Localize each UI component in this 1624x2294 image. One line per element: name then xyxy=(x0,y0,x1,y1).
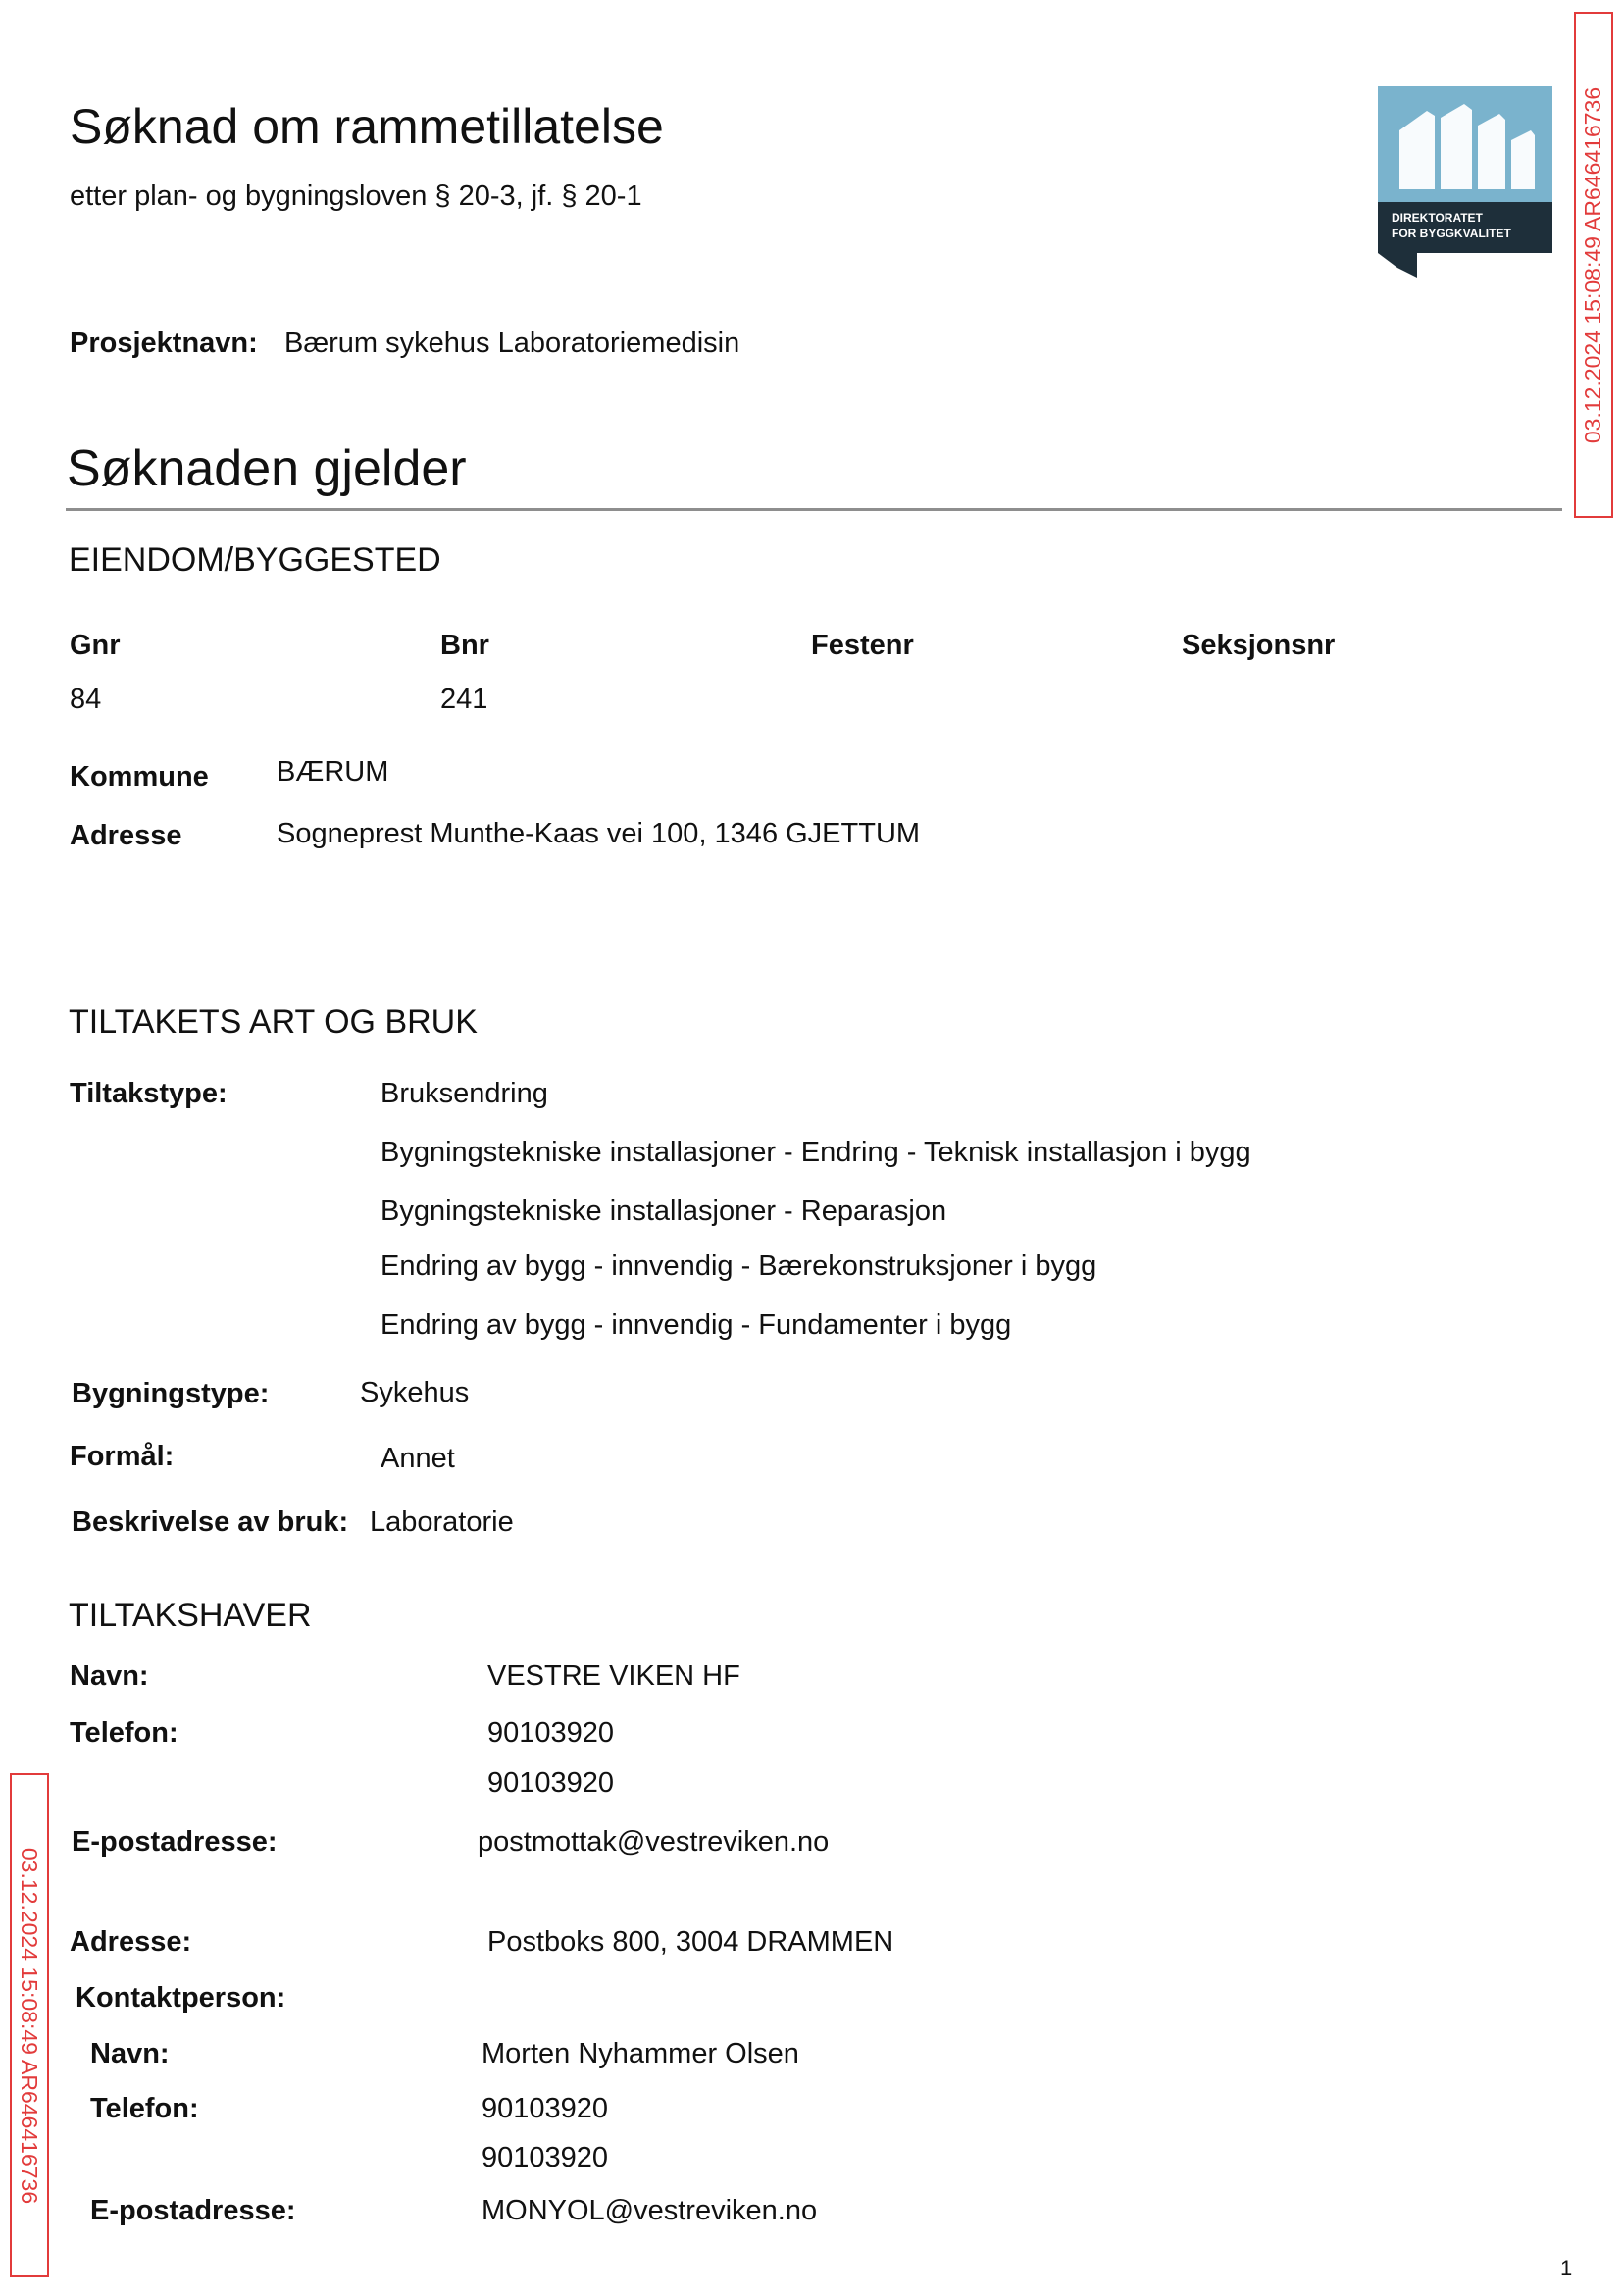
tiltakstype-item: Bygningstekniske installasjoner - Reparasjon xyxy=(381,1196,947,1227)
contact-email-value: MONYOL@vestreviken.no xyxy=(482,2195,818,2226)
owner-address-value: Postboks 800, 3004 DRAMMEN xyxy=(487,1926,894,1958)
section-divider xyxy=(66,508,1562,511)
bnr-label: Bnr xyxy=(440,630,489,661)
property-heading: EIENDOM/BYGGESTED xyxy=(69,541,441,579)
tiltakstype-item: Bruksendring xyxy=(381,1078,548,1109)
contact-phone-value-2: 90103920 xyxy=(482,2142,609,2173)
beskrivelse-value: Laboratorie xyxy=(370,1506,514,1538)
tiltakstype-item: Endring av bygg - innvendig - Fundamenter i bygg xyxy=(381,1309,1012,1341)
receipt-stamp-left xyxy=(10,1773,49,2277)
receipt-stamp-right-text: 03.12.2024 15:08:49 AR646416736 xyxy=(1580,86,1606,443)
bygningstype-value: Sykehus xyxy=(360,1377,470,1408)
owner-name-label: Navn: xyxy=(70,1660,149,1692)
document-subtitle: etter plan- og bygningsloven § 20-3, jf. § 20-1 xyxy=(70,180,642,212)
formal-value: Annet xyxy=(381,1443,455,1474)
dibk-logo xyxy=(1378,86,1552,278)
tiltakstype-label: Tiltakstype: xyxy=(70,1078,228,1109)
section-heading: Søknaden gjelder xyxy=(67,440,467,497)
owner-email-value: postmottak@vestreviken.no xyxy=(478,1826,830,1858)
receipt-stamp-right xyxy=(1574,12,1613,518)
bygningstype-label: Bygningstype: xyxy=(72,1378,270,1409)
contact-name-value: Morten Nyhammer Olsen xyxy=(482,2038,799,2069)
tiltakstype-item: Bygningstekniske installasjoner - Endring - Teknisk installasjon i bygg xyxy=(381,1137,1251,1168)
property-address-value: Sogneprest Munthe-Kaas vei 100, 1346 GJETTUM xyxy=(277,818,921,849)
contact-name-label: Navn: xyxy=(90,2038,170,2069)
owner-name-value: VESTRE VIKEN HF xyxy=(487,1660,740,1692)
bnr-value: 241 xyxy=(440,684,488,715)
logo-text-2: FOR BYGGKVALITET xyxy=(1392,227,1511,240)
owner-heading: TILTAKSHAVER xyxy=(69,1597,312,1634)
seksjonsnr-label: Seksjonsnr xyxy=(1182,630,1336,661)
property-address-label: Adresse xyxy=(70,820,182,851)
contact-person-label: Kontaktperson: xyxy=(76,1982,286,2014)
owner-phone-value: 90103920 xyxy=(487,1717,615,1749)
document-title: Søknad om rammetillatelse xyxy=(70,99,664,154)
contact-phone-value: 90103920 xyxy=(482,2093,609,2124)
owner-phone-value-2: 90103920 xyxy=(487,1767,615,1799)
beskrivelse-label: Beskrivelse av bruk: xyxy=(72,1506,349,1538)
festenr-label: Festenr xyxy=(811,630,914,661)
owner-address-label: Adresse: xyxy=(70,1926,192,1958)
gnr-value: 84 xyxy=(70,684,102,715)
tiltakstype-item: Endring av bygg - innvendig - Bærekonstruksjoner i bygg xyxy=(381,1250,1097,1282)
gnr-label: Gnr xyxy=(70,630,121,661)
formal-label: Formål: xyxy=(70,1441,175,1472)
logo-text-1: DIREKTORATET xyxy=(1392,211,1483,225)
contact-email-label: E-postadresse: xyxy=(90,2195,296,2226)
page-number: 1 xyxy=(1560,2256,1573,2280)
contact-phone-label: Telefon: xyxy=(90,2093,199,2124)
owner-email-label: E-postadresse: xyxy=(72,1826,278,1858)
project-label: Prosjektnavn: xyxy=(70,328,258,359)
kommune-value: BÆRUM xyxy=(277,756,389,788)
project-name: Bærum sykehus Laboratoriemedisin xyxy=(284,328,740,359)
dibk-logo-graphic xyxy=(1378,86,1552,278)
owner-phone-label: Telefon: xyxy=(70,1717,178,1749)
kommune-label: Kommune xyxy=(70,761,209,792)
measure-heading: TILTAKETS ART OG BRUK xyxy=(69,1003,478,1041)
receipt-stamp-left-text: 03.12.2024 15:08:49 AR646416736 xyxy=(17,1847,43,2204)
